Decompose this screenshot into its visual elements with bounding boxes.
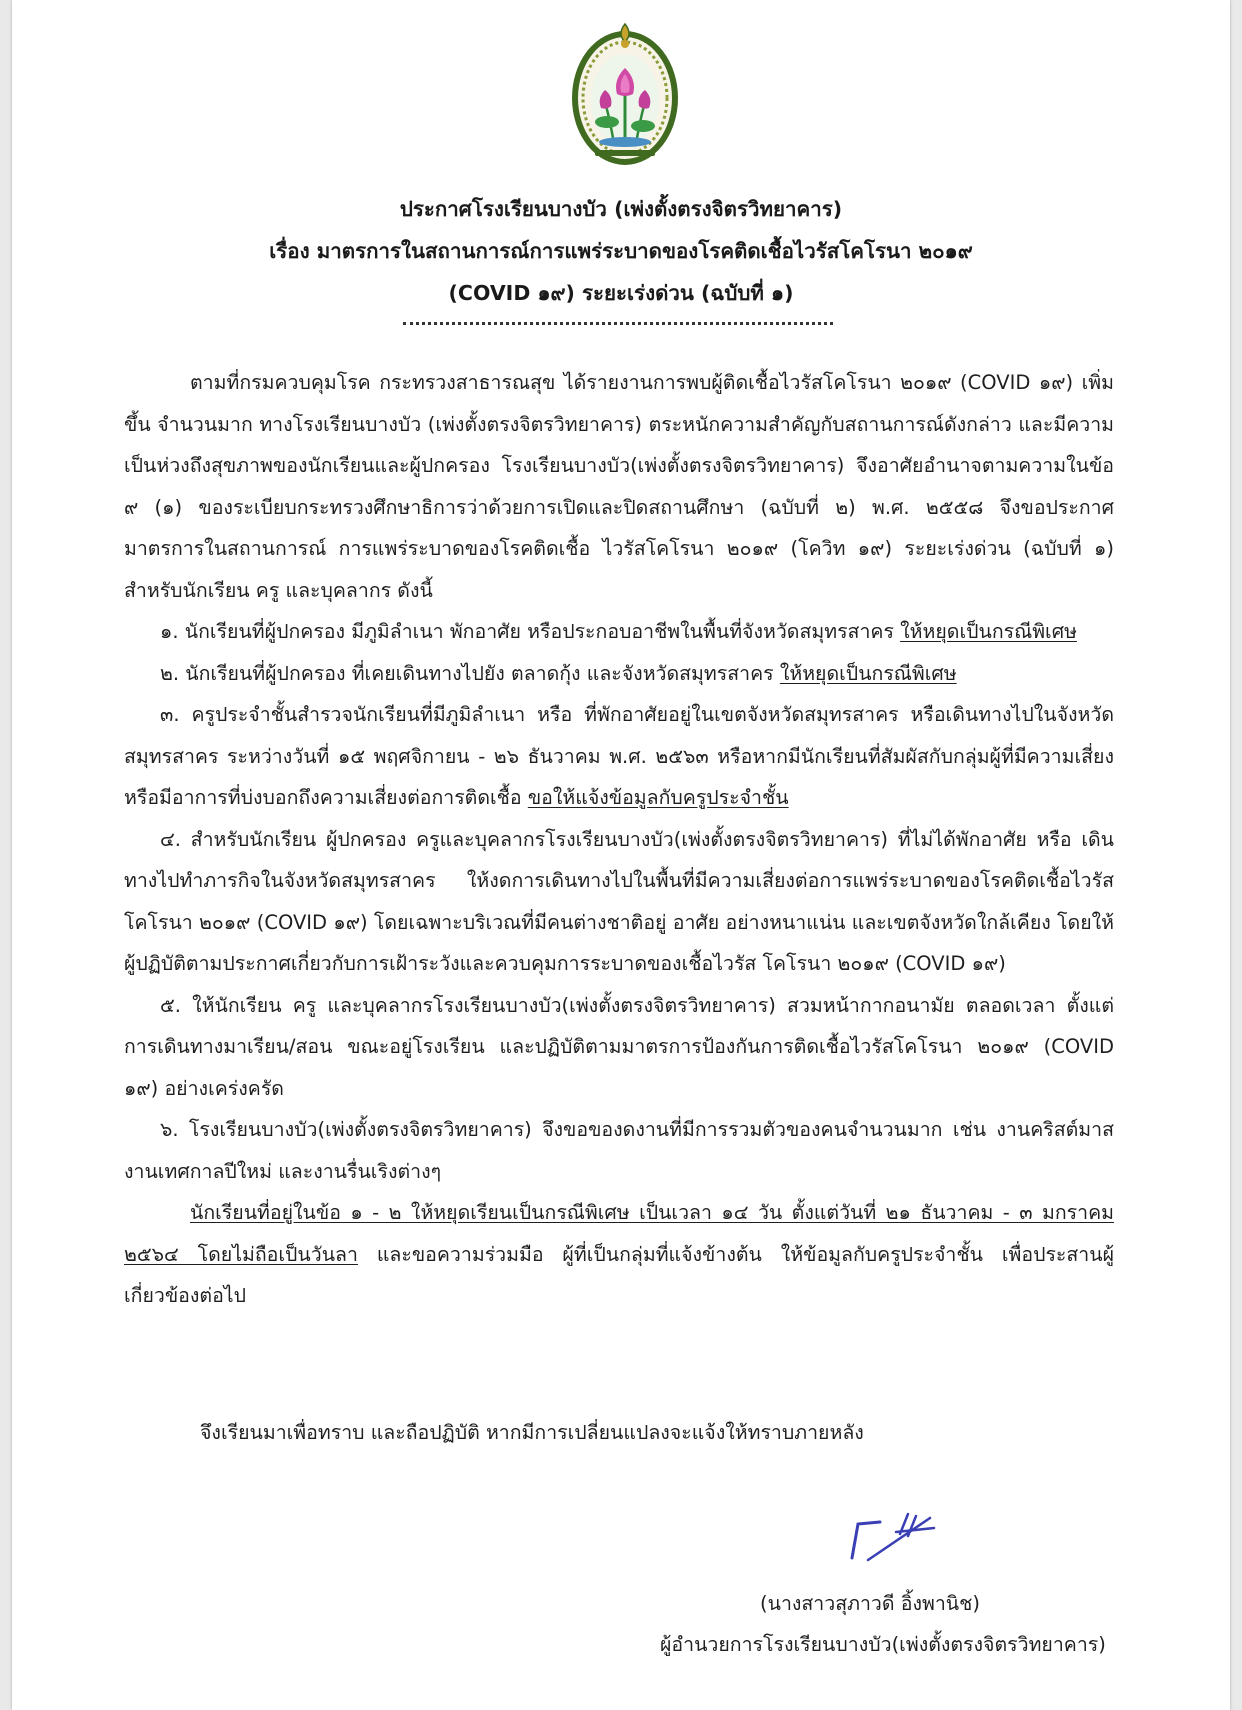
note-emphasis: นักเรียนที่อยู่ในข้อ ๑ - ๒ ให้หยุดเรียนเป็นกรณีพิเศษ เป็นเวลา ๑๔ วัน ตั้งแต่วันที่ ๒๑ ธันวาคม - ๓ มกราคม ๒๕๖๔ โดยไม่ถือเป็นวันลา: [124, 1201, 1114, 1266]
measure-3-emphasis: ขอให้แจ้งข้อมูลกับครูประจำชั้น: [527, 786, 789, 809]
announcement-title: [0, 188, 1242, 314]
measure-5-text: ๕. ให้นักเรียน ครู และบุคลากรโรงเรียนบางบัว(เพ่งตั้งตรงจิตรวิทยาคาร) สวมหน้ากากอนามัย ตลอดเวลา ตั้งแต่การเดินทางมาเรียน/สอน ขณะอยู่โรงเรียน และปฏิบัติตามมาตรการป้องกันการติดเชื้อไวรัสโคโรนา ๒๐๑๙ (COVID ๑๙) อย่างเคร่งครัด: [124, 993, 1114, 1100]
signatory-name: (นางสาวสุภาวดี อิ้งพานิช): [760, 1592, 980, 1615]
dotted-divider: [403, 322, 833, 325]
measure-item-2: [124, 653, 1114, 695]
measure-3-text: ๓. ครูประจำชั้นสำรวจนักเรียนที่มีภูมิลำเนา หรือ ที่พักอาศัยอยู่ในเขตจังหวัดสมุทรสาคร หรือเดินทางไปในจังหวัดสมุทรสาคร ระหว่างวันที่ ๑๕ พฤศจิกายน - ๒๖ ธันวาคม พ.ศ. ๒๕๖๓ หรือหากมีนักเรียนที่สัมผัสกับกลุ่มผู้ที่มีความเสี่ยง หรือมีอาการที่บ่งบอกถึงความเสี่ยงต่อการติดเชื้อ: [124, 703, 1114, 809]
title-line-1: ประกาศโรงเรียนบางบัว (เพ่งตั้งตรงจิตรวิทยาคาร): [399, 197, 843, 221]
intro-paragraph: ตามที่กรมควบคุมโรค กระทรวงสาธารณสุข ได้รายงานการพบผู้ติดเชื้อไวรัสโคโรนา ๒๐๑๙ (COVID ๑๙) เพิ่มขึ้น จำนวนมาก ทางโรงเรียนบางบัว (เพ่งตั้งตรงจิตรวิทยาคาร) ตระหนักความสำคัญกับสถานการณ์ดังกล่าว และมีความเป็นห่วงถึงสุขภาพของนักเรียนและผู้ปกครอง โรงเรียนบางบัว(เพ่งตั้งตรงจิตรวิทยาคาร) จึงอาศัยอำนาจตามความในข้อ ๙ (๑) ของระเบียบกระทรวงศึกษาธิการว่าด้วยการเปิดและปิดสถานศึกษา (ฉบับที่ ๒) พ.ศ. ๒๕๕๘ จึงขอประกาศมาตรการในสถานการณ์ การแพร่ระบาดของโรคติดเชื้อ ไวรัสโคโรนา ๒๐๑๙ (โควิท ๑๙) ระยะเร่งด่วน (ฉบับที่ ๑) สำหรับนักเรียน ครู และบุคลากร ดังนี้: [124, 371, 1114, 602]
announcement-body: [124, 362, 1114, 1317]
measure-2-emphasis: ให้หยุดเป็นกรณีพิเศษ: [779, 661, 957, 685]
school-seal-icon: [565, 20, 685, 170]
note-text: และขอความร่วมมือ ผู้ที่เป็นกลุ่มที่แจ้งข้างต้น ให้ข้อมูลกับครูประจำชั้น เพื่อประสานผู้เกี่ยวข้องต่อไป: [124, 1242, 1114, 1307]
title-line-2: เรื่อง มาตรการในสถานการณ์การแพร่ระบาดของโรคติดเชื้อไวรัสโคโรนา ๒๐๑๙: [269, 239, 973, 263]
measure-1-text: ๑. นักเรียนที่ผู้ปกครอง มีภูมิลำเนา พักอาศัย หรือประกอบอาชีพในพื้นที่จังหวัดสมุทรสาคร: [160, 620, 894, 643]
measure-item-6: [124, 1109, 1114, 1192]
measure-1-emphasis: ให้หยุดเป็นกรณีพิเศษ: [900, 620, 1077, 643]
closing-statement: จึงเรียนมาเพื่อทราบ และถือปฏิบัติ หากมีการเปลี่ยนแปลงจะแจ้งให้ทราบภายหลัง: [200, 1421, 864, 1444]
handwritten-signature-icon: [838, 1510, 948, 1570]
measure-item-3: [124, 694, 1114, 819]
measure-item-4: [124, 819, 1114, 985]
measure-2-text: ๒. นักเรียนที่ผู้ปกครอง ที่เคยเดินทางไปยัง ตลาดกุ้ง และจังหวัดสมุทรสาคร: [160, 661, 774, 685]
signatory-position: ผู้อำนวยการโรงเรียนบางบัว(เพ่งตั้งตรงจิตรวิทยาคาร): [660, 1633, 1106, 1656]
measure-item-5: [124, 985, 1114, 1110]
title-line-3: (COVID ๑๙) ระยะเร่งด่วน (ฉบับที่ ๑): [448, 281, 794, 305]
measure-item-1: [124, 611, 1114, 653]
measure-6-text: ๖. โรงเรียนบางบัว(เพ่งตั้งตรงจิตรวิทยาคาร) จึงขอของดงานที่มีการรวมตัวของคนจำนวนมาก เช่น งานคริสต์มาส งานเทศกาลปีใหม่ และงานรื่นเริงต่างๆ: [124, 1118, 1114, 1183]
note-paragraph: [124, 1192, 1114, 1317]
measure-4-text: ๔. สำหรับนักเรียน ผู้ปกครอง ครูและบุคลากรโรงเรียนบางบัว(เพ่งตั้งตรงจิตรวิทยาคาร) ที่ไม่ได้พักอาศัย หรือ เดินทางไปทำภารกิจในจังหวัดสมุทรสาคร ให้งดการเดินทางไปในพื้นที่มีความเสี่ยงต่อการแพร่ระบาดของโรคติดเชื้อไวรัสโคโรนา ๒๐๑๙ (COVID ๑๙) โดยเฉพาะบริเวณที่มีคนต่างชาติอยู่ อาศัย อย่างหนาแน่น และเขตจังหวัดใกล้เคียง โดยให้ผู้ปฏิบัติตามประกาศเกี่ยวกับการเฝ้าระวังและควบคุมการระบาดของเชื้อไวรัส โคโรนา ๒๐๑๙ (COVID ๑๙): [124, 827, 1114, 975]
